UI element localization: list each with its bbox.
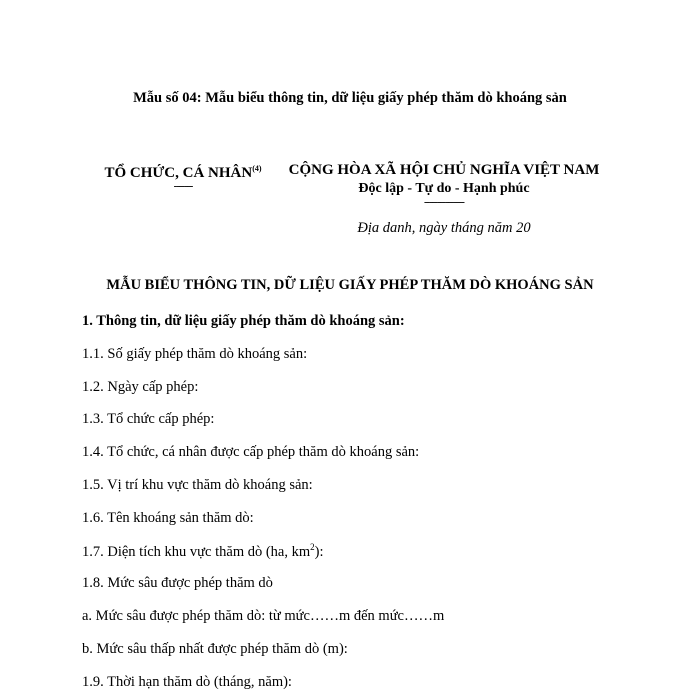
item-1-7	[82, 542, 324, 561]
item-1-9: 1.9. Thời hạn thăm dò (tháng, năm):	[82, 674, 292, 690]
nation-title: CỘNG HÒA XÃ HỘI CHỦ NGHĨA VIỆT NAM	[288, 162, 600, 178]
item-1-8-a: a. Mức sâu được phép thăm dò: từ mức……m đến mức……m	[82, 608, 445, 624]
item-1-8-b: b. Mức sâu thấp nhất được phép thăm dò (m):	[82, 641, 348, 657]
item-1-7-text-end: ):	[314, 543, 324, 560]
organization-header-title: TỔ CHỨC, CÁ NHÂN	[104, 165, 253, 181]
item-1-2: 1.2. Ngày cấp phép:	[82, 379, 199, 395]
motto-divider: ---------------	[424, 196, 464, 208]
organization-header-divider: -------	[173, 180, 193, 192]
item-1-4: 1.4. Tổ chức, cá nhân được cấp phép thăm dò khoáng sản:	[82, 444, 420, 460]
form-number: Mẫu số 04: Mẫu biểu thông tin, dữ liệu giấy phép thăm dò khoáng sản	[133, 90, 567, 106]
item-1-1: 1.1. Số giấy phép thăm dò khoáng sản:	[82, 346, 308, 362]
document-title: MẪU BIỂU THÔNG TIN, DỮ LIỆU GIẤY PHÉP THĂM DÒ KHOÁNG SẢN	[106, 277, 594, 293]
item-1-7-text: 1.7. Diện tích khu vực thăm dò (ha, km	[82, 543, 311, 560]
item-1-8: 1.8. Mức sâu được phép thăm dò	[82, 575, 273, 591]
national-motto: Độc lập - Tự do - Hạnh phúc	[358, 181, 530, 196]
item-1-7-superscript: 2	[310, 542, 315, 552]
item-1-5: 1.5. Vị trí khu vực thăm dò khoáng sản:	[82, 477, 313, 493]
section-1-heading: 1. Thông tin, dữ liệu giấy phép thăm dò khoáng sản:	[82, 313, 405, 329]
item-1-6: 1.6. Tên khoáng sản thăm dò:	[82, 510, 254, 526]
footnote-marker: (4)	[252, 164, 262, 173]
place-date-line: Địa danh, ngày tháng năm 20	[357, 220, 531, 236]
item-1-3: 1.3. Tổ chức cấp phép:	[82, 411, 215, 427]
